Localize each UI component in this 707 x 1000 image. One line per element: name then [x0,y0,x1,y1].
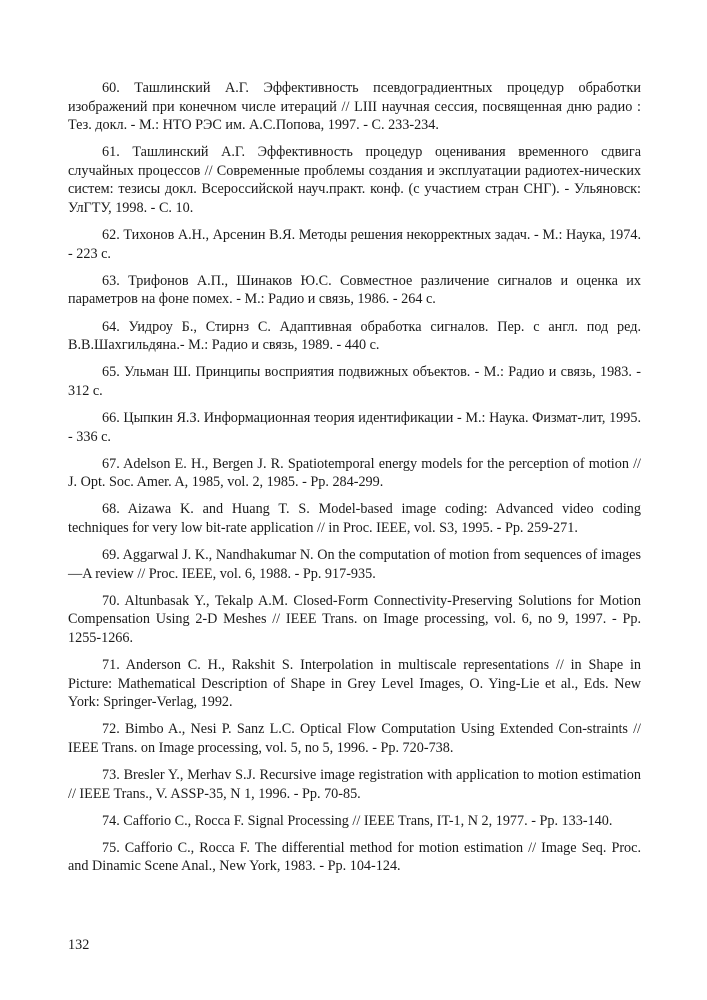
reference-item-62: 62. Тихонов А.Н., Арсенин В.Я. Методы решения некорректных задач. - М.: Наука, 1974. - 223 с. [68,227,641,262]
reference-item-72: 72. Bimbo A., Nesi P. Sanz L.C. Optical Flow Computation Using Extended Con-straints // IEEE Trans. on Image processing, vol. 5, no 5, 1996. - Pp. 720-738. [68,721,641,756]
reference-item-64: 64. Уидроу Б., Стирнз С. Адаптивная обработка сигналов. Пер. с англ. под ред. В.В.Шахгильдяна.- М.: Радио и связь, 1989. - 440 с. [68,318,641,354]
reference-list [68,79,641,884]
reference-item-74: 74. Cafforio C., Rocca F. Signal Processing // IEEE Trans, IT-1, N 2, 1977. - Pp. 133-140. [102,812,613,829]
reference-item-69: 69. Aggarwal J. K., Nandhakumar N. On the computation of motion from sequences of images—A review // Proc. IEEE, vol. 6, 1988. - Pp. 917-935. [68,546,641,582]
reference-item-65: 65. Ульман Ш. Принципы восприятия подвижных объектов. - М.: Радио и связь, 1983. - 312 с. [68,364,641,399]
reference-item-63: 63. Трифонов А.П., Шинаков Ю.С. Совместное различение сигналов и оценка их параметров на фоне помех. - М.: Радио и связь, 1986. - 264 с. [68,272,641,308]
reference-item-75: 75. Cafforio C., Rocca F. The differential method for motion estimation // Image Seq. Proc. and Dinamic Scene Anal., New York, 1983. - Pp. 104-124. [68,839,641,875]
reference-item-60: 60. Ташлинский А.Г. Эффективность псевдоградиентных процедур обработки изображений при конечном числе итераций // LIII научная сессия, посвященная дню радио : Тез. докл. - М.: НТО РЭС им. А.С.Попова, 1997. - С. 233-234. [68,80,641,134]
page-number: 132 [68,937,90,953]
reference-item-70: 70. Altunbasak Y., Tekalp A.M. Closed-Form Connectivity-Preserving Solutions for Motion Compensation Using 2-D Meshes // IEEE Trans. on Image processing, vol. 6, no 9, 1997. - Pp. 1255-1266. [68,592,641,646]
reference-item-66: 66. Цыпкин Я.З. Информационная теория идентификации - М.: Наука. Физмат-лит, 1995. - 336 с. [68,409,641,445]
reference-item-67: 67. Adelson E. H., Bergen J. R. Spatiotemporal energy models for the perception of motion // J. Opt. Soc. Amer. A, 1985, vol. 2, 1985. - Pp. 284-299. [68,455,641,491]
reference-item-73: 73. Bresler Y., Merhav S.J. Recursive image registration with application to motion estimation // IEEE Trans., V. ASSP-35, N 1, 1996. - Pp. 70-85. [68,766,641,802]
reference-item-61: 61. Ташлинский А.Г. Эффективность процедур оценивания временного сдвига случайных процессов // Современные проблемы создания и эксплуатации радиотех-нических систем: тезисы докл. Всероссийской науч.практ. конф. (с участием стран СНГ). - Ульяновск: УлГТУ, 1998. - С. 10. [68,144,641,217]
reference-item-71: 71. Anderson C. H., Rakshit S. Interpolation in multiscale representations // in Shape in Picture: Mathematical Description of Shape in Grey Level Images, O. Ying-Lie et al., Eds. New York: Springer-Verlag, 1992. [68,656,641,711]
reference-item-68: 68. Aizawa K. and Huang T. S. Model-based image coding: Advanced video coding techniques for very low bit-rate application // in Proc. IEEE, vol. S3, 1995. - Pp. 259-271. [68,501,641,536]
